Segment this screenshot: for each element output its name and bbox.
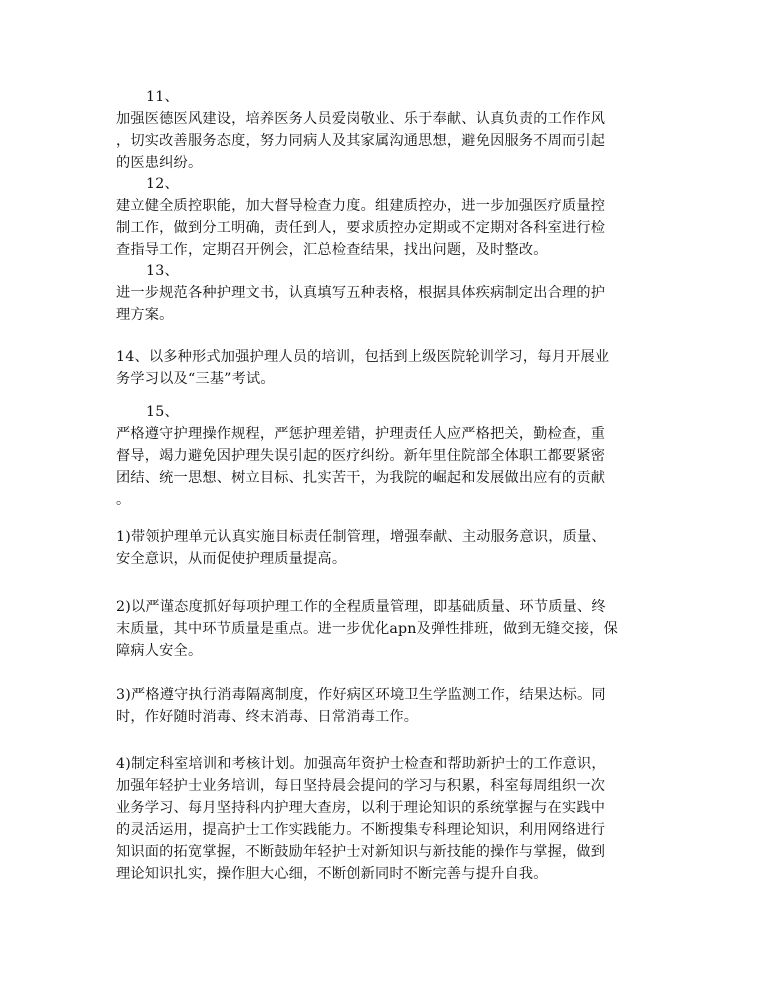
section-line: 的医患纠纷。 [116,155,203,171]
section-line: ，切实改善服务态度，努力同病人及其家属沟通思想，避免因服务不周而引起 [116,133,606,149]
section-line: 14、以多种形式加强护理人员的培训，包括到上级医院轮训学习，每月开展业 [116,349,610,365]
section-line: 制工作，做到分工明确，责任到人，要求质控办定期或不定期对各科室进行检 [116,220,606,236]
paragraph-line: 加强年轻护士业务培训，每日坚持晨会提问的学习与积累，科室每周组织一次 [116,778,606,794]
section-line: 严格遵守护理操作规程，严惩护理差错，护理责任人应严格把关，勤检查，重 [116,426,606,442]
section-number: 15、 [146,404,179,420]
paragraph-line: 4)制定科室培训和考核计划。加强高年资护士检查和帮助新护士的工作意识， [116,756,606,772]
paragraph-line: 3)严格遵守执行消毒隔离制度，作好病区环境卫生学监测工作，结果达标。同 [116,687,606,703]
section-number: 11、 [146,89,179,105]
section-line: 团结、统一思想、树立目标、扎实苦干，为我院的崛起和发展做出应有的贡献 [116,470,606,486]
section-line: 务学习以及“三基”考试。 [116,371,275,387]
paragraph-3 [116,684,654,728]
paragraph-4 [116,753,654,885]
section-13 [116,260,654,326]
section-number: 13、 [146,263,179,279]
paragraph-line: 安全意识，从而促使护理质量提高。 [116,551,347,567]
section-line: 加强医德医风建设，培养医务人员爱岗敬业、乐于奉献、认真负责的工作作风 [116,111,606,127]
section-line: 理方案。 [116,307,174,323]
paragraph-line: 的灵活运用，提高护士工作实践能力。不断搜集专科理论知识，利用网络进行 [116,822,606,838]
paragraph-line: 时，作好随时消毒、终末消毒、日常消毒工作。 [116,709,419,725]
section-line: 查指导工作，定期召开例会，汇总检查结果，找出问题，及时整改。 [116,242,548,258]
section-line: 。 [116,492,131,508]
paragraph-line: 障病人安全。 [116,643,203,659]
paragraph-line: 理论知识扎实，操作胆大心细，不断创新同时不断完善与提升自我。 [116,866,548,882]
section-14 [116,346,654,390]
section-line: 建立健全质控职能，加大督导检查力度。组建质控办，进一步加强医疗质量控 [116,198,606,214]
section-line: 进一步规范各种护理文书，认真填写五种表格，根据具体疾病制定出合理的护 [116,285,606,301]
section-number: 12、 [146,176,179,192]
section-12 [116,173,654,261]
paragraph-line: 知识面的拓宽掌握，不断鼓励年轻护士对新知识与新技能的操作与掌握，做到 [116,844,606,860]
paragraph-line: 2)以严谨态度抓好每项护理工作的全程质量管理，即基础质量、环节质量、终 [116,599,606,615]
section-15 [116,401,654,511]
paragraph-line: 1)带领护理单元认真实施目标责任制管理，增强奉献、主动服务意识，质量、 [116,529,606,545]
section-line: 督导，竭力避免因护理失误引起的医疗纠纷。新年里住院部全体职工都要紧密 [116,448,606,464]
paragraph-line: 业务学习、每月坚持科内护理大查房，以利于理论知识的系统掌握与在实践中 [116,800,606,816]
paragraph-1 [116,526,654,570]
paragraph-line: 末质量，其中环节质量是重点。进一步优化apn及弹性排班，做到无缝交接，保 [116,621,619,637]
section-11 [116,86,654,174]
paragraph-2 [116,596,654,662]
